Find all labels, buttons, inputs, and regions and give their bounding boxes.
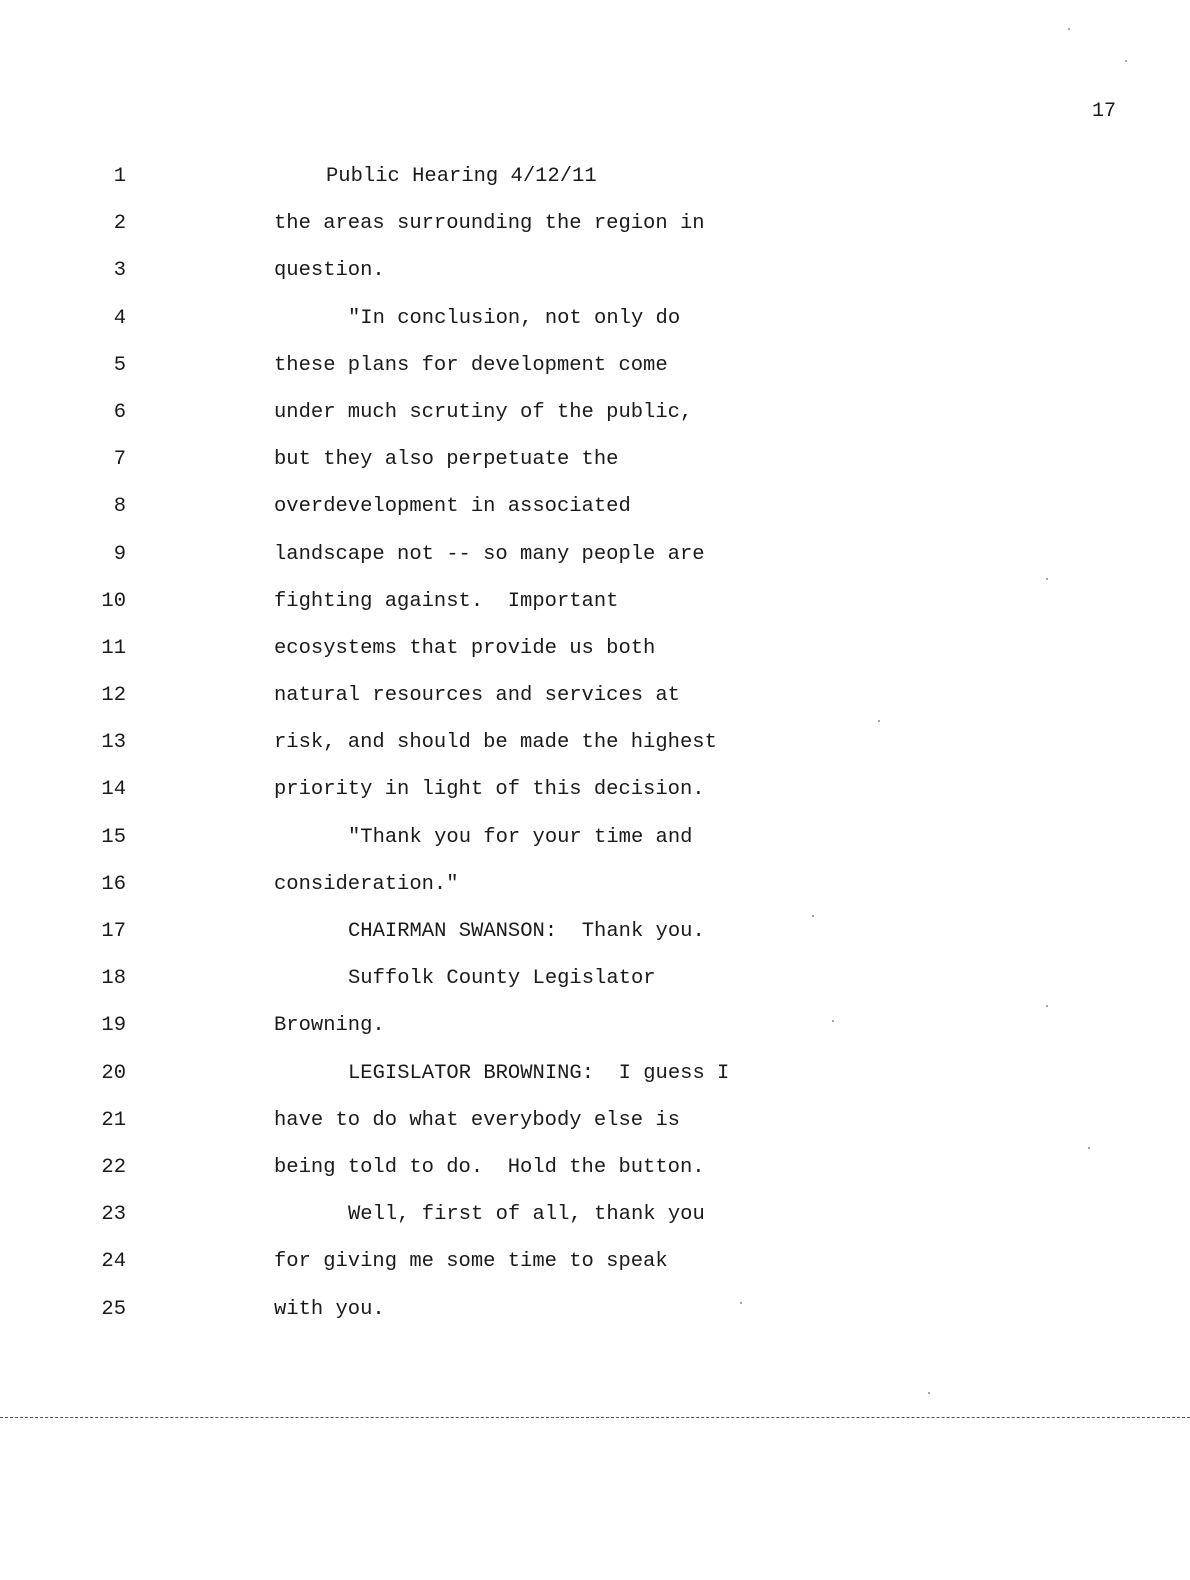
- scan-speck: [928, 1392, 930, 1394]
- line-number: 1: [113, 165, 126, 188]
- line-number: 18: [101, 967, 126, 991]
- line-number: 15: [101, 825, 126, 849]
- transcript-body: [0, 163, 1190, 1343]
- transcript-line: [0, 635, 1190, 682]
- line-number: 14: [101, 778, 126, 802]
- transcript-line: [0, 163, 1190, 210]
- line-number: 4: [113, 306, 126, 330]
- line-number: 22: [101, 1155, 126, 1179]
- transcript-line: [0, 446, 1190, 493]
- line-number: 8: [113, 495, 126, 519]
- transcript-line: [0, 305, 1190, 352]
- transcript-line: [0, 588, 1190, 635]
- line-text: consideration.": [274, 872, 459, 896]
- line-text: have to do what everybody else is: [274, 1108, 680, 1132]
- line-text: being told to do. Hold the button.: [274, 1155, 705, 1179]
- line-text: Well, first of all, thank you: [348, 1203, 705, 1227]
- transcript-line: [0, 1248, 1190, 1295]
- line-text: Browning.: [274, 1014, 385, 1038]
- line-text: these plans for development come: [274, 353, 668, 377]
- scan-speck: [1125, 60, 1127, 62]
- line-text: ecosystems that provide us both: [274, 636, 656, 660]
- line-number: 6: [113, 400, 126, 424]
- transcript-line: [0, 541, 1190, 588]
- speaker-line: LEGISLATOR BROWNING: I guess I: [348, 1061, 730, 1085]
- transcript-line: [0, 1154, 1190, 1201]
- line-number: 11: [101, 636, 126, 660]
- line-text: for giving me some time to speak: [274, 1250, 668, 1274]
- line-number: 19: [101, 1014, 126, 1038]
- scan-speck: [832, 1020, 834, 1022]
- transcript-line: [0, 1201, 1190, 1248]
- line-text: risk, and should be made the highest: [274, 731, 717, 755]
- transcript-line: [0, 776, 1190, 823]
- scan-speck: [1068, 28, 1070, 30]
- transcript-line: [0, 1012, 1190, 1059]
- line-text: fighting against. Important: [274, 589, 619, 613]
- line-number: 3: [113, 259, 126, 283]
- line-text: question.: [274, 259, 385, 283]
- line-text: landscape not -- so many people are: [274, 542, 705, 566]
- transcript-line: [0, 1296, 1190, 1343]
- line-number: 12: [101, 684, 126, 708]
- line-text: with you.: [274, 1297, 385, 1321]
- scan-speck: [812, 915, 814, 917]
- transcript-line: [0, 399, 1190, 446]
- transcript-line: [0, 729, 1190, 776]
- line-text: priority in light of this decision.: [274, 778, 705, 802]
- line-number: 5: [113, 353, 126, 377]
- scan-speck: [1046, 578, 1048, 580]
- transcript-line: [0, 257, 1190, 304]
- scan-speck: [878, 720, 880, 722]
- transcript-line: [0, 871, 1190, 918]
- line-text: "In conclusion, not only do: [348, 306, 681, 330]
- line-number: 16: [101, 872, 126, 896]
- line-text: Suffolk County Legislator: [348, 967, 656, 991]
- line-number: 13: [101, 731, 126, 755]
- scan-speck: [740, 1302, 742, 1304]
- scan-speck: [1088, 1147, 1090, 1149]
- line-number: 21: [101, 1108, 126, 1132]
- transcript-line: [0, 918, 1190, 965]
- speaker-line: CHAIRMAN SWANSON: Thank you.: [348, 920, 705, 943]
- line-number: 7: [113, 448, 126, 472]
- transcript-line: [0, 1107, 1190, 1154]
- page-number: 17: [1091, 100, 1116, 123]
- transcript-line: [0, 1060, 1190, 1107]
- line-number: 23: [101, 1203, 126, 1227]
- line-number: 2: [113, 212, 126, 236]
- line-text: under much scrutiny of the public,: [274, 400, 693, 424]
- line-number: 17: [101, 920, 126, 943]
- scan-speck: [1046, 1005, 1048, 1007]
- line-number: 10: [101, 589, 126, 613]
- line-text: the areas surrounding the region in: [274, 212, 705, 236]
- line-text: natural resources and services at: [274, 684, 680, 708]
- line-number: 25: [101, 1297, 126, 1321]
- transcript-line: [0, 682, 1190, 729]
- transcript-line: [0, 493, 1190, 540]
- line-text: overdevelopment in associated: [274, 495, 631, 519]
- line-number: 9: [113, 542, 126, 566]
- line-number: 20: [101, 1061, 126, 1085]
- transcript-line: [0, 352, 1190, 399]
- line-text: "Thank you for your time and: [348, 825, 693, 849]
- page-bottom-rule: [0, 1417, 1190, 1418]
- line-text: but they also perpetuate the: [274, 448, 619, 472]
- transcript-line: [0, 965, 1190, 1012]
- transcript-line: [0, 210, 1190, 257]
- running-header: Public Hearing 4/12/11: [326, 165, 597, 188]
- transcript-line: [0, 824, 1190, 871]
- line-number: 24: [101, 1250, 126, 1274]
